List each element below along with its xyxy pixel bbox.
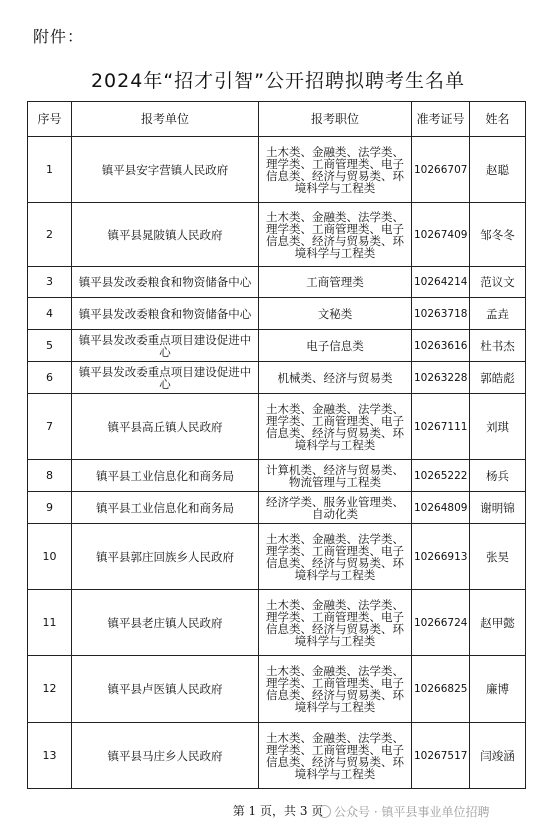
table-row xyxy=(28,298,526,330)
row-name: 范议文 xyxy=(470,267,526,298)
row-position: 工商管理类 xyxy=(259,267,412,298)
row-position: 经济学类、服务业管理类、自动化类 xyxy=(259,492,412,524)
row-exam-id: 10265222 xyxy=(412,460,470,492)
row-position: 土木类、金融类、法学类、理学类、工商管理类、电子信息类、经济与贸易类、环境科学与工程类 xyxy=(259,656,412,723)
row-name: 邹冬冬 xyxy=(470,203,526,267)
row-no: 7 xyxy=(28,394,72,460)
row-position: 土木类、金融类、法学类、理学类、工商管理类、电子信息类、经济与贸易类、环境科学与工程类 xyxy=(259,137,412,203)
table-row xyxy=(28,524,526,590)
row-exam-id: 10266707 xyxy=(412,137,470,203)
row-position: 土木类、金融类、法学类、理学类、工商管理类、电子信息类、经济与贸易类、环境科学与工程类 xyxy=(259,524,412,590)
row-exam-id: 10263228 xyxy=(412,362,470,394)
row-name: 闫竣涵 xyxy=(470,723,526,789)
header-no: 序号 xyxy=(28,102,72,137)
row-name: 廉博 xyxy=(470,656,526,723)
row-no: 3 xyxy=(28,267,72,298)
row-name: 张昊 xyxy=(470,524,526,590)
row-unit: 镇平县发改委重点项目建设促进中心 xyxy=(72,362,259,394)
table-row xyxy=(28,656,526,723)
row-exam-id: 10264214 xyxy=(412,267,470,298)
row-name: 孟垚 xyxy=(470,298,526,330)
row-position: 土木类、金融类、法学类、理学类、工商管理类、电子信息类、经济与贸易类、环境科学与工程类 xyxy=(259,203,412,267)
row-exam-id: 10266825 xyxy=(412,656,470,723)
table-row xyxy=(28,460,526,492)
row-no: 12 xyxy=(28,656,72,723)
table-row xyxy=(28,203,526,267)
row-unit: 镇平县马庄乡人民政府 xyxy=(72,723,259,789)
table-row xyxy=(28,590,526,656)
row-position: 文秘类 xyxy=(259,298,412,330)
row-exam-id: 10263718 xyxy=(412,298,470,330)
table-row xyxy=(28,362,526,394)
row-no: 1 xyxy=(28,137,72,203)
row-unit: 镇平县高丘镇人民政府 xyxy=(72,394,259,460)
row-name: 杜书杰 xyxy=(470,330,526,362)
table-row xyxy=(28,137,526,203)
row-unit: 镇平县老庄镇人民政府 xyxy=(72,590,259,656)
row-exam-id: 10267409 xyxy=(412,203,470,267)
table-row xyxy=(28,492,526,524)
row-exam-id: 10264809 xyxy=(412,492,470,524)
table-row xyxy=(28,394,526,460)
row-position: 土木类、金融类、法学类、理学类、工商管理类、电子信息类、经济与贸易类、环境科学与工程类 xyxy=(259,590,412,656)
row-no: 10 xyxy=(28,524,72,590)
row-unit: 镇平县发改委粮食和物资储备中心 xyxy=(72,267,259,298)
row-unit: 镇平县工业信息化和商务局 xyxy=(72,492,259,524)
candidate-table xyxy=(27,101,526,789)
row-no: 9 xyxy=(28,492,72,524)
row-name: 谢明锦 xyxy=(470,492,526,524)
table-row xyxy=(28,330,526,362)
row-name: 杨兵 xyxy=(470,460,526,492)
row-exam-id: 10266913 xyxy=(412,524,470,590)
table-header-row xyxy=(28,102,526,137)
row-unit: 镇平县发改委粮食和物资储备中心 xyxy=(72,298,259,330)
row-no: 5 xyxy=(28,330,72,362)
row-unit: 镇平县安字营镇人民政府 xyxy=(72,137,259,203)
row-position: 土木类、金融类、法学类、理学类、工商管理类、电子信息类、经济与贸易类、环境科学与工程类 xyxy=(259,394,412,460)
table-row xyxy=(28,267,526,298)
row-name: 赵聪 xyxy=(470,137,526,203)
row-name: 刘琪 xyxy=(470,394,526,460)
row-no: 8 xyxy=(28,460,72,492)
header-position: 报考职位 xyxy=(259,102,412,137)
row-unit: 镇平县晁陂镇人民政府 xyxy=(72,203,259,267)
row-position: 土木类、金融类、法学类、理学类、工商管理类、电子信息类、经济与贸易类、环境科学与工程类 xyxy=(259,723,412,789)
row-no: 6 xyxy=(28,362,72,394)
watermark xyxy=(318,803,489,820)
row-name: 郭皓彪 xyxy=(470,362,526,394)
row-exam-id: 10267111 xyxy=(412,394,470,460)
row-unit: 镇平县工业信息化和商务局 xyxy=(72,460,259,492)
row-unit: 镇平县卢医镇人民政府 xyxy=(72,656,259,723)
header-exam-id: 准考证号 xyxy=(412,102,470,137)
row-position: 机械类、经济与贸易类 xyxy=(259,362,412,394)
row-position: 计算机类、经济与贸易类、物流管理与工程类 xyxy=(259,460,412,492)
page-title: 2024年“招才引智”公开招聘拟聘考生名单 xyxy=(90,70,466,92)
row-position: 电子信息类 xyxy=(259,330,412,362)
row-exam-id: 10266724 xyxy=(412,590,470,656)
wechat-icon xyxy=(318,805,331,818)
row-exam-id: 10263616 xyxy=(412,330,470,362)
row-unit: 镇平县发改委重点项目建设促进中心 xyxy=(72,330,259,362)
table-row xyxy=(28,723,526,789)
row-no: 4 xyxy=(28,298,72,330)
row-name: 赵甲懿 xyxy=(470,590,526,656)
row-exam-id: 10267517 xyxy=(412,723,470,789)
row-no: 2 xyxy=(28,203,72,267)
header-unit: 报考单位 xyxy=(72,102,259,137)
row-no: 11 xyxy=(28,590,72,656)
attachment-label: 附件： xyxy=(33,27,85,46)
watermark-text: 公众号 · 镇平县事业单位招聘 xyxy=(334,805,490,819)
header-name: 姓名 xyxy=(470,102,526,137)
row-no: 13 xyxy=(28,723,72,789)
page-number: 第 1 页，共 3 页 xyxy=(232,804,324,818)
row-unit: 镇平县郭庄回族乡人民政府 xyxy=(72,524,259,590)
